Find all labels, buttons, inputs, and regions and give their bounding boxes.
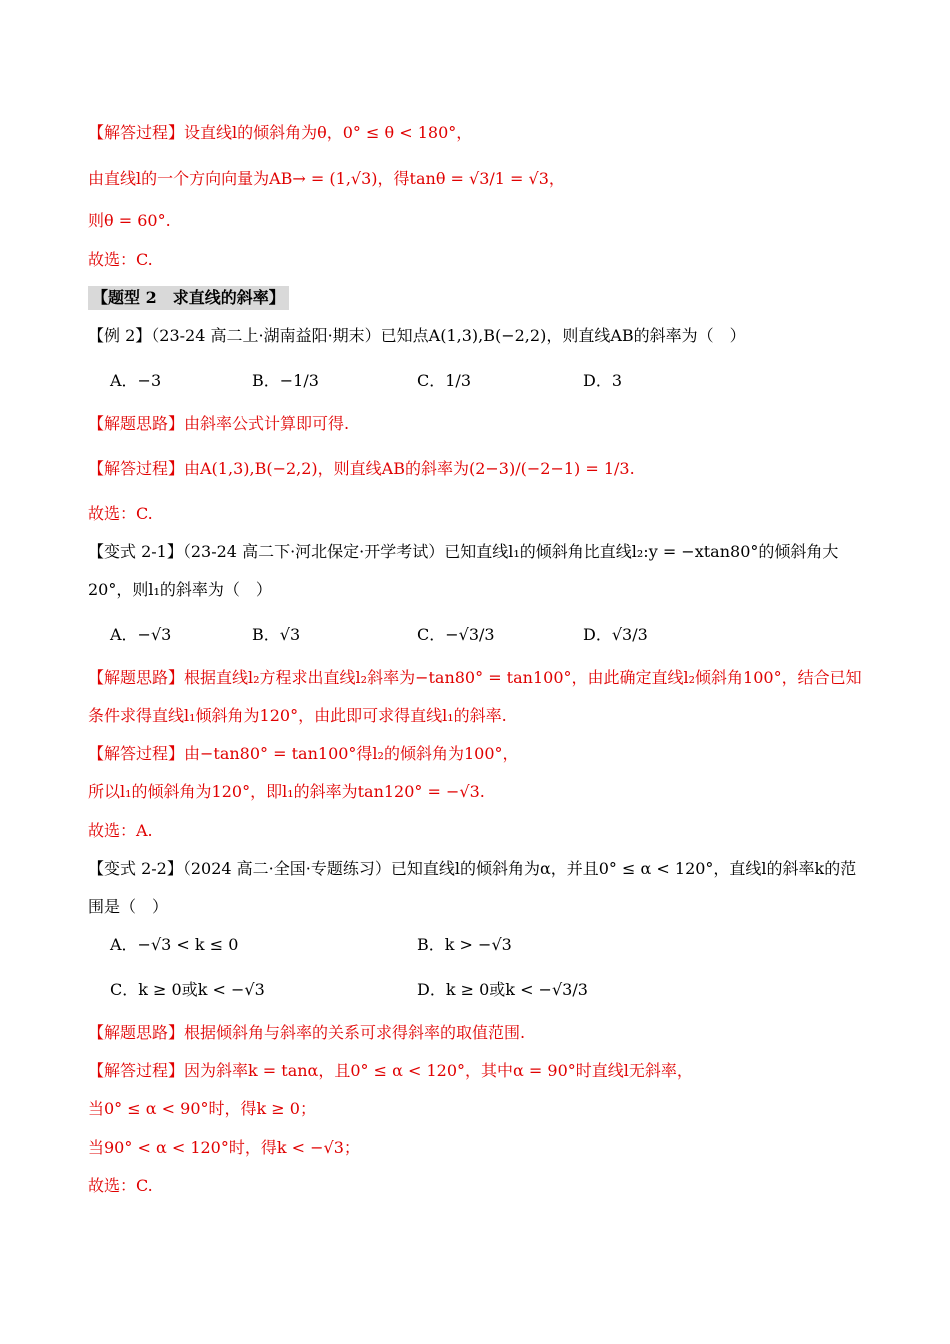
answer-1: 故选：C. xyxy=(88,250,153,269)
v22-solution-a: 【解答过程】因为斜率k = tanα，且0° ≤ α < 120°，其中α = 90°时直线l无斜率， xyxy=(88,1061,693,1080)
v21-option-b: B．√3 xyxy=(252,625,301,644)
v21-answer: 故选：A. xyxy=(88,821,153,840)
ex2-option-b: B．−1/3 xyxy=(252,371,319,390)
ex2-answer: 故选：C. xyxy=(88,504,153,523)
solution-process-1: 【解答过程】设直线l的倾斜角为θ，0° ≤ θ < 180°， xyxy=(88,123,473,142)
v22-option-d: D．k ≥ 0或k < −√3/3 xyxy=(417,980,588,999)
v22-answer: 故选：C. xyxy=(88,1176,153,1195)
v22-solution-b: 当0° ≤ α < 90°时，得k ≥ 0； xyxy=(88,1099,316,1118)
v21-option-d: D．√3/3 xyxy=(583,625,648,644)
ex2-solution: 【解答过程】由A(1,3),B(−2,2)，则直线AB的斜率为(2−3)/(−2−1) = 1/3. xyxy=(88,459,635,478)
v22-option-c: C．k ≥ 0或k < −√3 xyxy=(110,980,265,999)
ex2-idea: 【解题思路】由斜率公式计算即可得. xyxy=(88,414,350,433)
variant-2-1-question-b: 20°，则l₁的斜率为（ ） xyxy=(88,580,272,599)
ex2-option-c: C．1/3 xyxy=(417,371,471,390)
v21-solution-a: 【解答过程】由−tan80° = tan100°得l₂的倾斜角为100°， xyxy=(88,744,519,763)
solution-process-2: 由直线l的一个方向向量为AB→ = (1,√3)，得tanθ = √3/1 = √3， xyxy=(88,169,565,188)
ex2-option-d: D．3 xyxy=(583,371,623,390)
section-heading: 【题型 2 求直线的斜率】 xyxy=(88,286,289,310)
example-2-question: 【例 2】（23-24 高二上·湖南益阳·期末）已知点A(1,3),B(−2,2)，则直线AB的斜率为（ ） xyxy=(88,326,746,345)
v21-option-a: A．−√3 xyxy=(110,625,172,644)
variant-2-2-question-a: 【变式 2-2】（2024 高二·全国·专题练习）已知直线l的倾斜角为α，并且0° ≤ α < 120°，直线l的斜率k的范 xyxy=(88,859,857,878)
v22-option-a: A．−√3 < k ≤ 0 xyxy=(110,935,239,954)
variant-2-1-question-a: 【变式 2-1】（23-24 高二下·河北保定·开学考试）已知直线l₁的倾斜角比直线l₂:y = −xtan80°的倾斜角大 xyxy=(88,542,839,561)
v22-option-b: B．k > −√3 xyxy=(417,935,512,954)
variant-2-2-question-b: 围是（ ） xyxy=(88,897,169,916)
solution-process-3: 则θ = 60°. xyxy=(88,211,171,230)
v22-idea: 【解题思路】根据倾斜角与斜率的关系可求得斜率的取值范围. xyxy=(88,1023,526,1042)
v21-option-c: C．−√3/3 xyxy=(417,625,495,644)
v21-idea-b: 条件求得直线l₁倾斜角为120°，由此即可求得直线l₁的斜率. xyxy=(88,706,507,725)
v21-idea-a: 【解题思路】根据直线l₂方程求出直线l₂斜率为−tan80° = tan100°，由此确定直线l₂倾斜角100°，结合已知 xyxy=(88,668,862,687)
ex2-option-a: A．−3 xyxy=(110,371,162,390)
v21-solution-b: 所以l₁的倾斜角为120°，即l₁的斜率为tan120° = −√3. xyxy=(88,782,485,801)
v22-solution-c: 当90° < α < 120°时，得k < −√3； xyxy=(88,1138,360,1157)
